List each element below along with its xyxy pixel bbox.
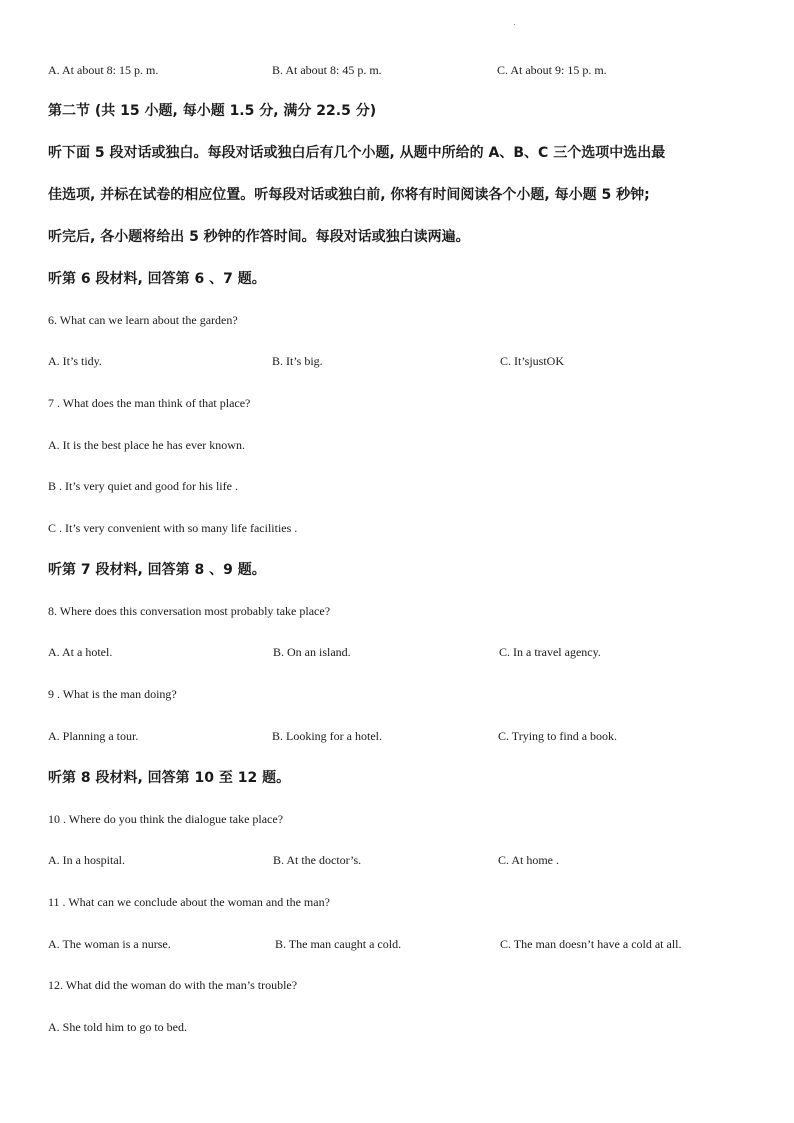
scan-dot xyxy=(514,24,515,25)
q8-option-b: B. On an island. xyxy=(273,645,351,659)
q11-option-c: C. The man doesn’t have a cold at all. xyxy=(500,937,682,951)
q11-option-b: B. The man caught a cold. xyxy=(275,937,402,951)
q9-option-c: C. Trying to find a book. xyxy=(498,729,618,743)
q11-question: 11 . What can we conclude about the woman and the man? xyxy=(48,895,330,909)
passage6-heading: 听第 6 段材料, 回答第 6 、7 题。 xyxy=(48,271,266,287)
q10-option-a: A. In a hospital. xyxy=(48,853,125,867)
q7-option-a: A. It is the best place he has ever known. xyxy=(48,438,245,452)
q11-option-a: A. The woman is a nurse. xyxy=(48,937,171,951)
q9-question: 9 . What is the man doing? xyxy=(48,687,177,701)
q5-option-a: A. At about 8: 15 p. m. xyxy=(48,63,159,77)
section-title: 第二节 (共 15 小题, 每小题 1.5 分, 满分 22.5 分) xyxy=(48,103,377,119)
q6-option-a: A. It’s tidy. xyxy=(48,354,102,368)
q10-question: 10 . Where do you think the dialogue take place? xyxy=(48,812,284,826)
q5-option-b: B. At about 8: 45 p. m. xyxy=(272,63,382,77)
q12-question: 12. What did the woman do with the man’s trouble? xyxy=(48,978,298,992)
instructions-line-3: 听完后, 各小题将给出 5 秒钟的作答时间。每段对话或独白读两遍。 xyxy=(48,229,470,245)
q9-option-a: A. Planning a tour. xyxy=(48,729,139,743)
q8-question: 8. Where does this conversation most probably take place? xyxy=(48,604,331,618)
q12-option-a: A. She told him to go to bed. xyxy=(48,1020,187,1034)
q5-option-c: C. At about 9: 15 p. m. xyxy=(497,63,607,77)
q9-option-b: B. Looking for a hotel. xyxy=(272,729,382,743)
q8-option-c: C. In a travel agency. xyxy=(499,645,601,659)
q6-option-c: C. It’sjustOK xyxy=(500,354,565,368)
q6-question: 6. What can we learn about the garden? xyxy=(48,313,238,327)
q10-option-b: B. At the doctor’s. xyxy=(273,853,362,867)
instructions-line-2: 佳选项, 并标在试卷的相应位置。听每段对话或独白前, 你将有时间阅读各个小题, 每小题 5 秒钟; xyxy=(48,187,650,203)
q7-option-c: C . It’s very convenient with so many life facilities . xyxy=(48,521,298,535)
passage8-heading: 听第 8 段材料, 回答第 10 至 12 题。 xyxy=(48,770,291,786)
instructions-line-1: 听下面 5 段对话或独白。每段对话或独白后有几个小题, 从题中所给的 A、B、C 三个选项中选出最 xyxy=(48,145,666,161)
q7-question: 7 . What does the man think of that place? xyxy=(48,396,251,410)
q7-option-b: B . It’s very quiet and good for his life . xyxy=(48,479,238,493)
q10-option-c: C. At home . xyxy=(498,853,560,867)
q8-option-a: A. At a hotel. xyxy=(48,645,113,659)
passage7-heading: 听第 7 段材料, 回答第 8 、9 题。 xyxy=(48,562,266,578)
q6-option-b: B. It’s big. xyxy=(272,354,323,368)
